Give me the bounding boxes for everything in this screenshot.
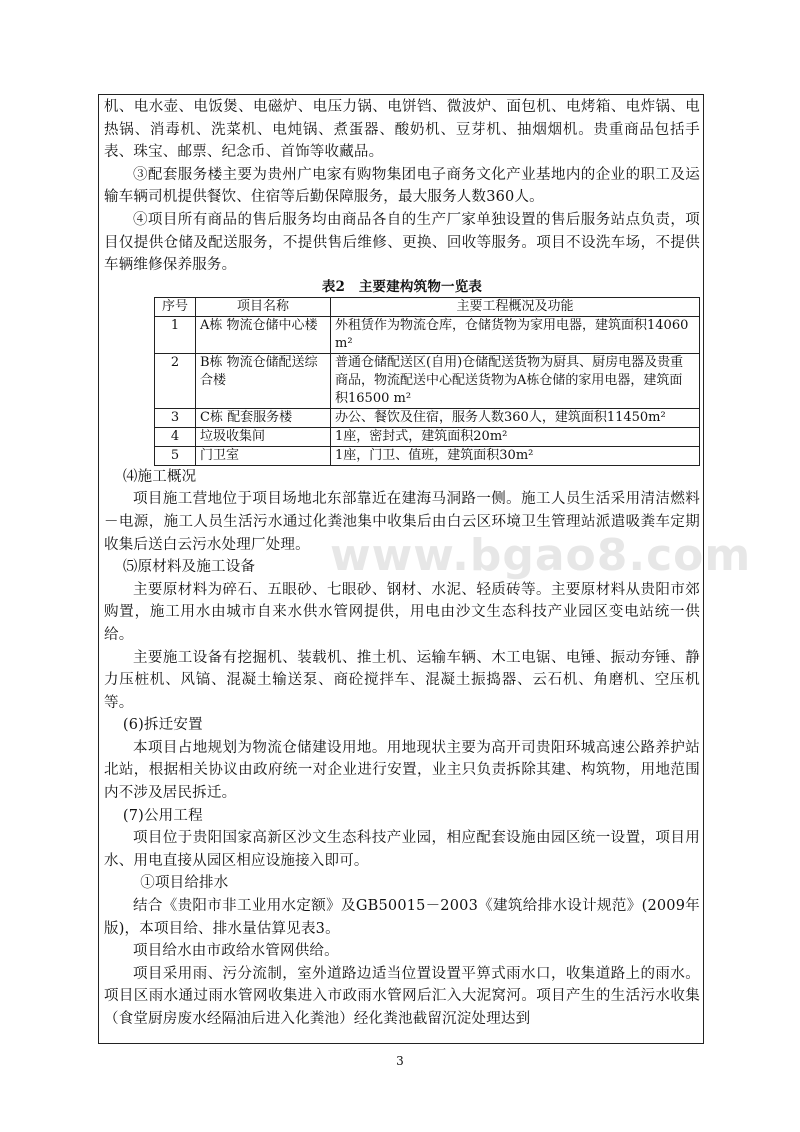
- row-no: 5: [155, 446, 196, 465]
- section-heading-water: ①项目给排水: [140, 875, 229, 892]
- row-name: B栋 物流仓储配送综合楼: [196, 353, 331, 408]
- page-number: 3: [396, 1054, 404, 1068]
- row-no: 3: [155, 408, 196, 427]
- table-row: [155, 353, 700, 408]
- row-desc: 办公、餐饮及住宿，服务人数360人，建筑面积11450m²: [331, 408, 700, 427]
- paragraph-utilities: 项目位于贵阳国家高新区沙文生态科技产业园，相应配套设施由园区统一设置，项目用水、用电直接从园区相应设施接入即可。: [104, 830, 700, 869]
- paragraph-water-standards: 结合《贵阳市非工业用水定额》及GB50015－2003《建筑给排水设计规范》(2009年版)，本项目给、排水量估算见表3。: [104, 898, 700, 937]
- paragraph-equipment: 主要施工设备有挖掘机、装载机、推土机、运输车辆、木工电锯、电锤、振动夯锤、静力压桩机、风镐、混凝土输送泵、商砼搅拌车、混凝土振捣器、云石机、角磨机、空压机等。: [104, 649, 700, 711]
- row-no: 1: [155, 316, 196, 353]
- paragraph-service-building: ③配套服务楼主要为贵州广电家有购物集团电子商务文化产业基地内的企业的职工及运输车辆司机提供餐饮、住宿等后勤保障服务，最大服务人数360人。: [104, 166, 700, 206]
- section-heading-utilities: (7)公用工程: [122, 807, 203, 824]
- paragraph-drainage: 项目采用雨、污分流制，室外道路边适当位置设置平箅式雨水口，收集道路上的雨水。项目区雨水通过雨水管网收集进入市政雨水管网后汇入大泥窝河。项目产生的生活污水收集（食堂厨房废水经隔油后进入化粪池）经化粪池截留沉淀处理达到: [104, 965, 700, 1027]
- paragraph-construction-camp: 项目施工营地位于项目场地北东部靠近在建海马洞路一侧。施工人员生活采用清洁燃料－电源，施工人员生活污水通过化粪池集中收集后由白云区环境卫生管理站派遣吸粪车定期收集后送白云污水处理厂处理。: [104, 491, 700, 553]
- paragraph-appliance-list: 机、电水壶、电饭煲、电磁炉、电压力锅、电饼铛、微波炉、面包机、电烤箱、电炸锅、电热锅、消毒机、洗菜机、电炖锅、煮蛋器、酸奶机、豆芽机、抽烟烟机。贵重商品包括手表、珠宝、邮票、纪念币、首饰等收藏品。: [104, 99, 700, 161]
- paragraph-relocation: 本项目占地规划为物流仓储建设用地。用地现状主要为高开司贵阳环城高速公路养护站北站，根据相关协议由政府统一对企业进行安置，业主只负责拆除其建、构筑物，用地范围内不涉及居民拆迁。: [104, 739, 700, 802]
- paragraph-water-supply: 项目给水由市政给水管网供给。: [133, 943, 339, 960]
- row-name: 门卫室: [196, 446, 331, 465]
- table-row: [155, 316, 700, 353]
- row-desc: 1座，门卫、值班，建筑面积30m²: [331, 446, 700, 465]
- header-no: 序号: [155, 297, 196, 316]
- buildings-table: [154, 297, 700, 466]
- row-name: C栋 配套服务楼: [196, 408, 331, 427]
- table-row: [155, 446, 700, 465]
- row-desc: 1座，密封式，建筑面积20m²: [331, 427, 700, 446]
- section-heading-materials: ⑸原材料及施工设备: [122, 559, 256, 576]
- table-row: [155, 408, 700, 427]
- row-name: A栋 物流仓储中心楼: [196, 316, 331, 353]
- header-name: 项目名称: [196, 297, 331, 316]
- table-row: [155, 427, 700, 446]
- row-desc: 外租赁作为物流仓库，仓储货物为家用电器，建筑面积14060 m²: [331, 316, 700, 353]
- row-no: 4: [155, 427, 196, 446]
- row-name: 垃圾收集间: [196, 427, 331, 446]
- section-heading-relocation: (6)拆迁安置: [122, 717, 203, 734]
- section-heading-construction: ⑷施工概况: [122, 468, 197, 485]
- row-no: 2: [155, 353, 196, 408]
- paragraph-materials: 主要原材料为碎石、五眼砂、七眼砂、钢材、水泥、轻质砖等。主要原材料从贵阳市郊购置，施工用水由城市自来水供水管网提供，用电由沙文生态科技产业园区变电站统一供给。: [104, 581, 700, 643]
- paragraph-after-sales: ④项目所有商品的售后服务均由商品各自的生产厂家单独设置的售后服务站点负责，项目仅提供仓储及配送服务，不提供售后维修、更换、回收等服务。项目不设洗车场，不提供车辆维修保养服务。: [104, 211, 700, 274]
- table-header-row: [155, 297, 700, 316]
- row-desc: 普通仓储配送区(自用)仓储配送货物为厨具、厨房电器及贵重商品，物流配送中心配送货物为A栋仓储的家用电器，建筑面积16500 m²: [331, 353, 700, 408]
- table-caption: 表2 主要建构筑物一览表: [321, 278, 483, 295]
- header-desc: 主要工程概况及功能: [331, 297, 700, 316]
- watermark: www.bgao8.com: [330, 530, 752, 581]
